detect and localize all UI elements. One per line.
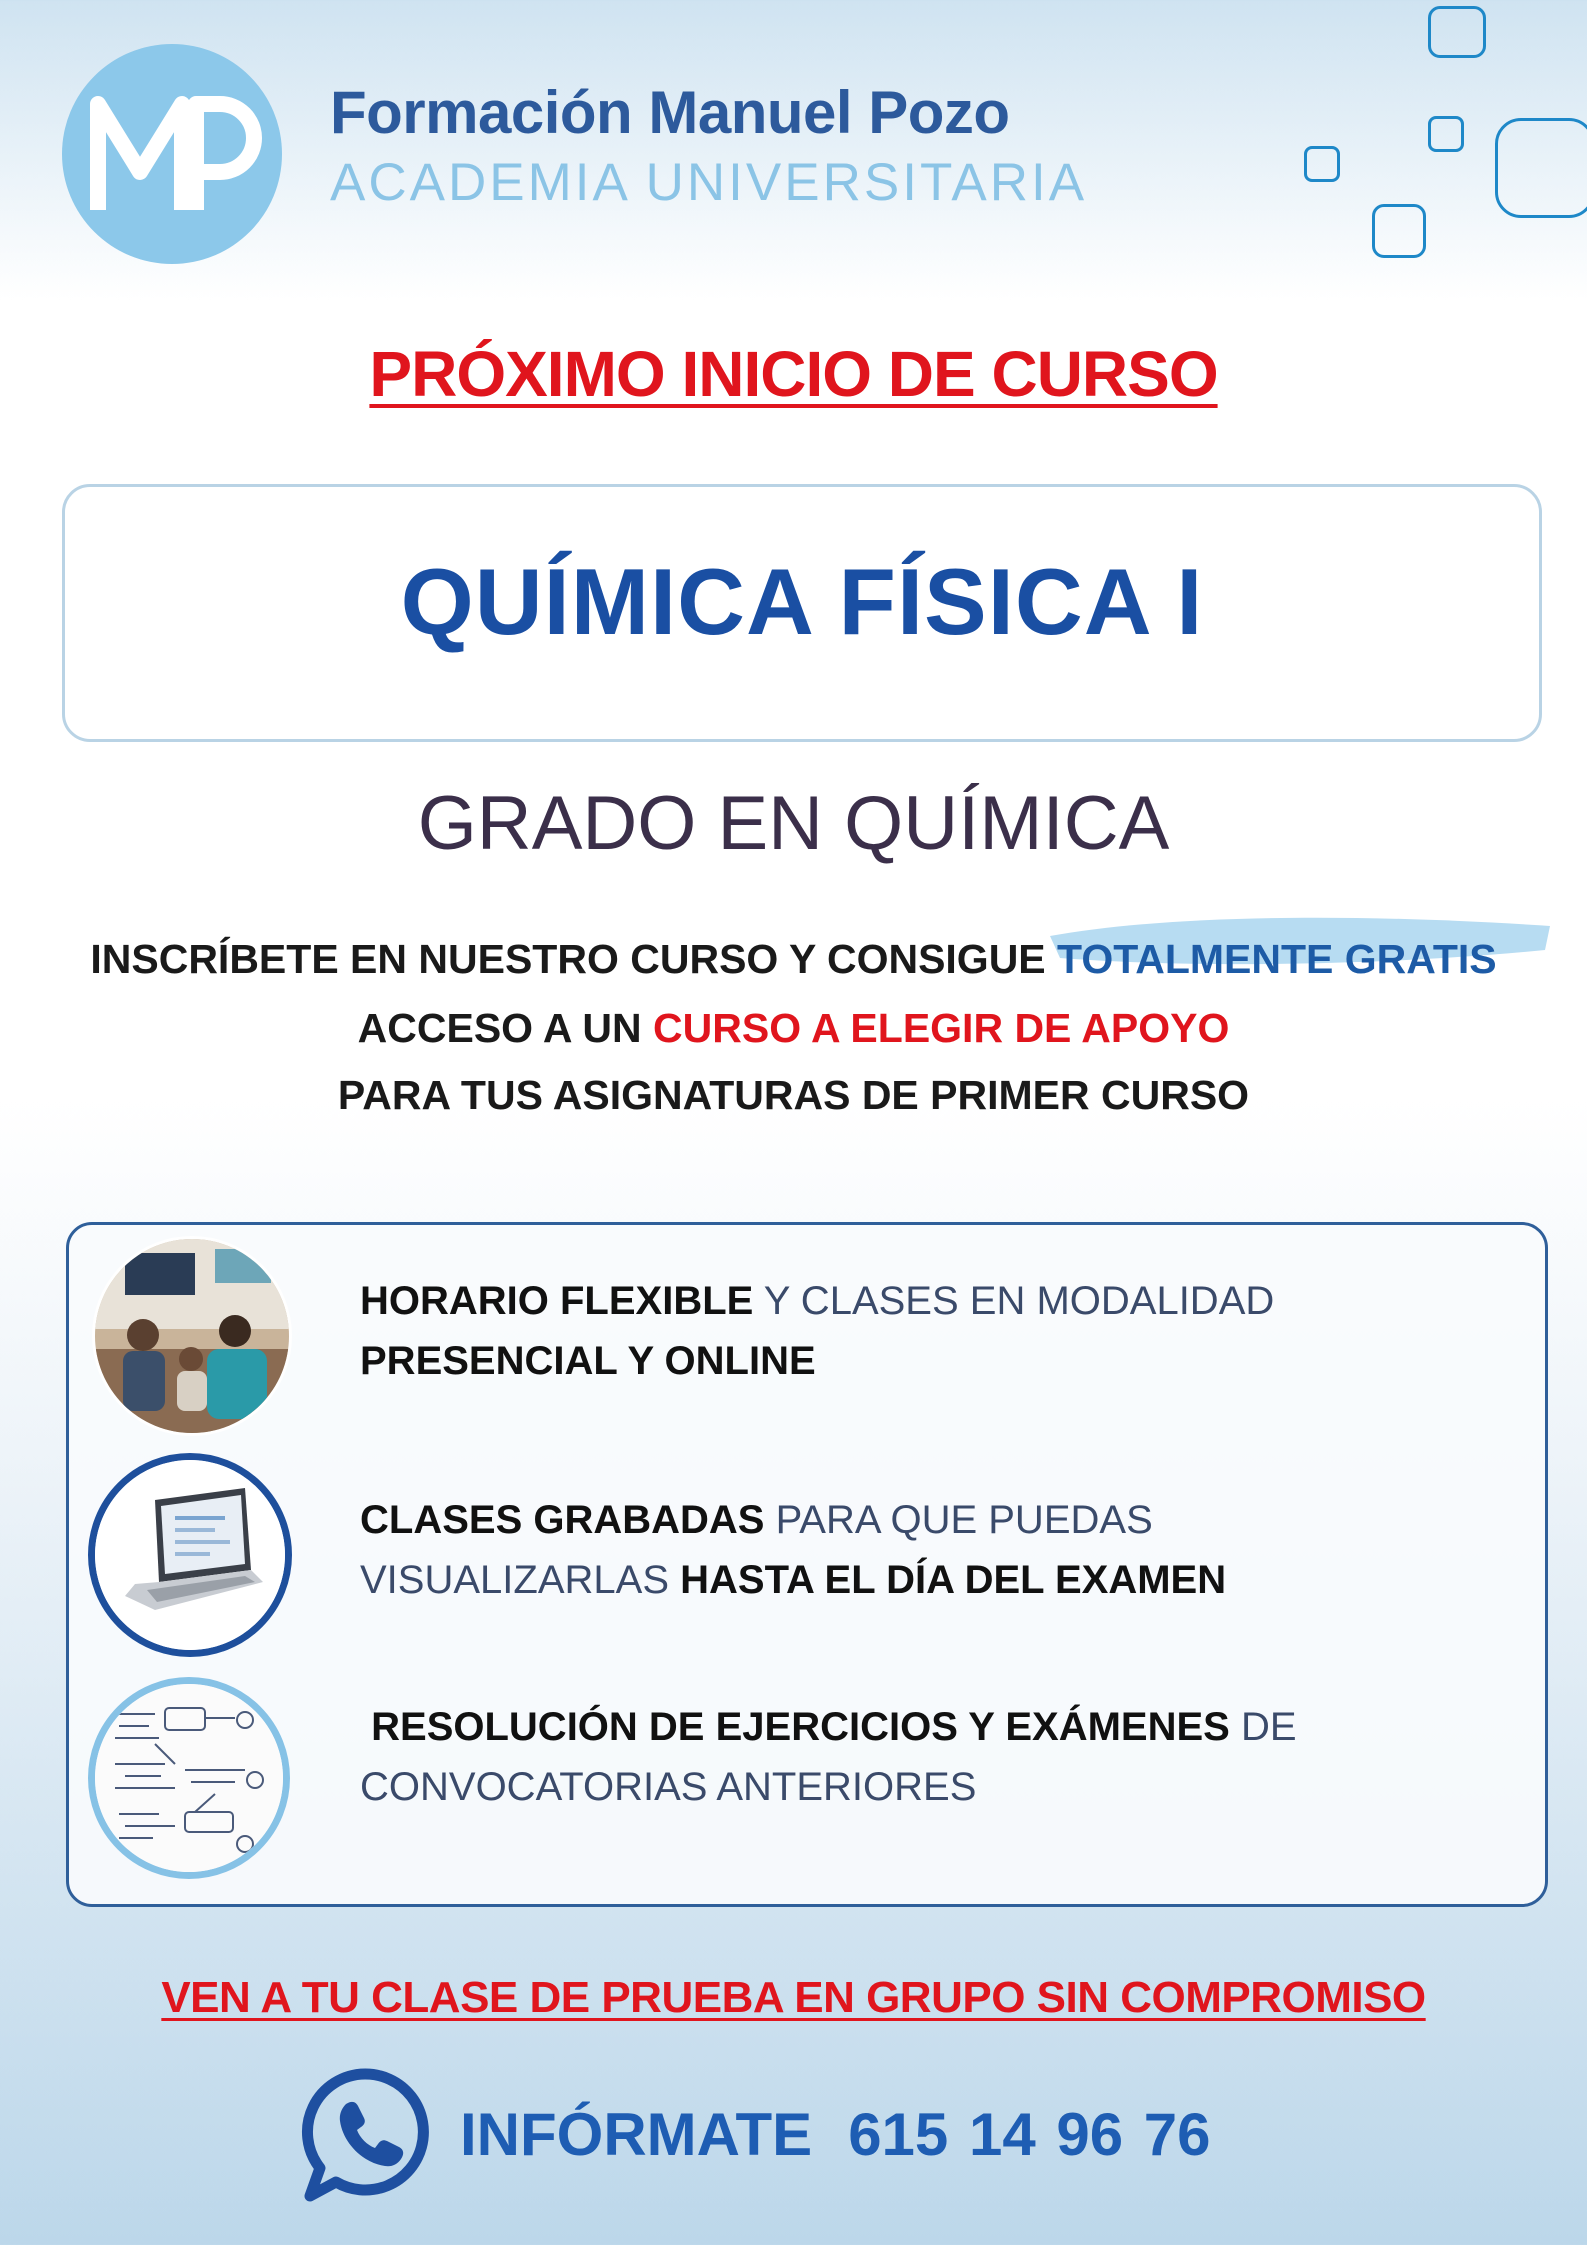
promo-line-1: INSCRÍBETE EN NUESTRO CURSO Y CONSIGUE TOTALMENTE GRATIS — [90, 936, 1497, 982]
decorative-square — [1372, 204, 1426, 258]
whatsapp-icon[interactable] — [300, 2068, 430, 2206]
brand-name: Formación Manuel Pozo — [330, 79, 1010, 146]
promo-line-2: ACCESO A UN CURSO A ELEGIR DE APOYO — [357, 1005, 1230, 1051]
feature-flexible-schedule: HORARIO FLEXIBLE Y CLASES EN MODALIDAD PRESENCIAL Y ONLINE — [360, 1279, 1275, 1383]
brand-subtitle: ACADEMIA UNIVERSITARIA — [330, 153, 1088, 212]
upcoming-heading: PRÓXIMO INICIO DE CURSO — [369, 338, 1218, 410]
classroom-photo-icon — [92, 1236, 292, 1436]
degree-name: GRADO EN QUÍMICA — [417, 781, 1170, 866]
course-title: QUÍMICA FÍSICA I — [400, 549, 1204, 654]
contact-line — [460, 2100, 1211, 2169]
phone-number[interactable]: 615 14 96 76 — [848, 2101, 1211, 2168]
handwritten-notes-photo-icon — [88, 1677, 290, 1879]
feature-exercise-resolution: RESOLUCIÓN DE EJERCICIOS Y EXÁMENES DE CONVOCATORIAS ANTERIORES — [360, 1705, 1297, 1809]
promo-highlight-course: CURSO A ELEGIR DE APOYO — [653, 1005, 1230, 1051]
promo-highlight-free: TOTALMENTE GRATIS — [1057, 936, 1497, 982]
laptop-photo-icon — [88, 1453, 292, 1657]
decorative-square — [1428, 116, 1464, 152]
academy-logo-icon — [60, 42, 284, 266]
decorative-square — [1304, 146, 1340, 182]
promo-line-3: PARA TUS ASIGNATURAS DE PRIMER CURSO — [337, 1072, 1250, 1118]
contact-label: INFÓRMATE — [460, 2101, 813, 2168]
decorative-square — [1428, 6, 1486, 58]
trial-class-link[interactable]: VEN A TU CLASE DE PRUEBA EN GRUPO SIN COMPROMISO — [161, 1973, 1426, 2022]
decorative-square — [1495, 118, 1587, 218]
feature-recorded-classes: CLASES GRABADAS PARA QUE PUEDAS VISUALIZARLAS HASTA EL DÍA DEL EXAMEN — [360, 1498, 1227, 1602]
